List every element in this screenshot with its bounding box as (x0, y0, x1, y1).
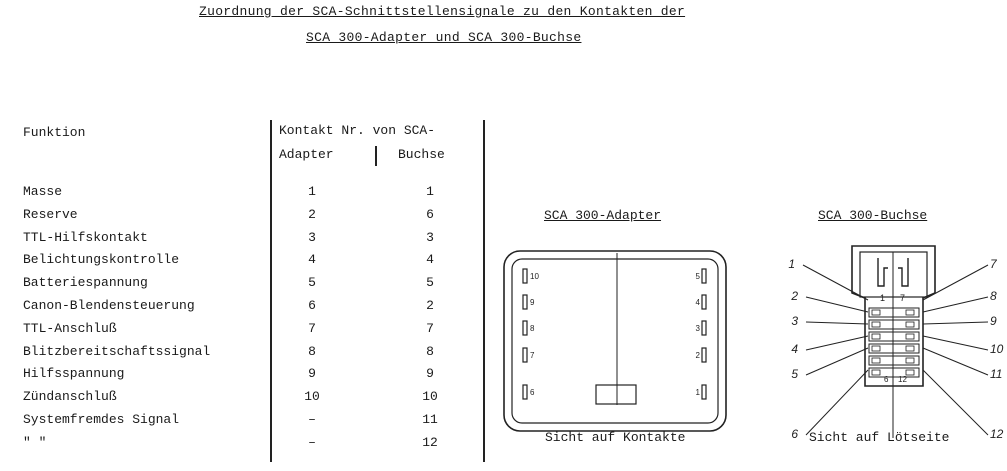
adapter-heading: SCA 300-Adapter (544, 208, 662, 223)
buchse-leader-line (806, 370, 868, 435)
buchse-slot (869, 320, 919, 329)
row-buchse-contact: 9 (426, 366, 434, 382)
row-adapter-contact: 2 (308, 206, 316, 222)
column-header-function: Funktion (23, 125, 86, 140)
adapter-pin (523, 348, 527, 362)
buchse-contact (872, 358, 880, 363)
row-adapter-contact: – (308, 412, 316, 427)
row-buchse-contact: 7 (426, 320, 434, 336)
buchse-pin-label: 1 (788, 257, 795, 271)
buchse-leader-line (923, 370, 988, 435)
buchse-slot (869, 356, 919, 365)
buchse-slot (869, 344, 919, 353)
buchse-contact (906, 322, 914, 327)
buchse-contact (872, 310, 880, 315)
row-function: Hilfsspannung (23, 366, 125, 382)
document-title-line1: Zuordnung der SCA-Schnittstellensignale zu den Kontakten der (199, 4, 686, 19)
row-adapter-contact: 6 (308, 298, 316, 313)
buchse-leader-line (923, 265, 988, 300)
buchse-pin-label: 7 (990, 257, 997, 271)
buchse-contact (872, 322, 880, 327)
adapter-pin (523, 321, 527, 335)
buchse-contact (872, 370, 880, 375)
buchse-contact (906, 346, 914, 351)
buchse-leader-line (806, 348, 868, 375)
adapter-pin (702, 295, 706, 309)
adapter-pin (523, 269, 527, 283)
buchse-contact (906, 370, 914, 375)
row-buchse-contact: 8 (426, 343, 434, 359)
row-function: Canon-Blendensteuerung (23, 298, 195, 313)
document-title-line2: SCA 300-Adapter und SCA 300-Buchse (306, 30, 582, 45)
buchse-contact (906, 334, 914, 339)
row-function: Blitzbereitschaftssignal (23, 343, 211, 359)
adapter-pin (702, 385, 706, 399)
buchse-pin-label: 8 (990, 289, 997, 303)
row-adapter-contact: 3 (308, 229, 316, 245)
table-divider-left (270, 120, 272, 462)
adapter-pin (702, 269, 706, 283)
adapter-pin-label: 9 (530, 298, 535, 307)
adapter-pin-label: 3 (695, 324, 700, 333)
row-function: TTL-Anschluß (23, 320, 117, 336)
adapter-pin-label: 6 (530, 388, 535, 397)
column-header-adapter: Adapter (279, 147, 334, 162)
row-buchse-contact: 4 (426, 252, 434, 268)
buchse-pin-label: 10 (990, 342, 1004, 356)
adapter-caption: Sicht auf Kontakte (545, 430, 686, 445)
adapter-pin-label: 10 (530, 272, 539, 281)
buchse-leader-line (806, 336, 868, 350)
row-buchse-contact: 10 (422, 389, 438, 405)
buchse-leader-line (923, 297, 988, 312)
row-adapter-contact: 9 (308, 366, 316, 382)
buchse-pin-label: 5 (791, 367, 798, 381)
adapter-pin-label: 5 (695, 272, 700, 281)
buchse-inner-label: 7 (900, 293, 906, 303)
buchse-contact (872, 346, 880, 351)
row-adapter-contact: 7 (308, 320, 316, 336)
row-adapter-contact: 5 (308, 275, 316, 291)
buchse-drawing (780, 238, 1005, 453)
row-buchse-contact: 2 (426, 298, 434, 313)
buchse-slot (869, 332, 919, 341)
row-function: Zündanschluß (23, 389, 117, 405)
row-function: Systemfremdes Signal (23, 412, 180, 427)
row-buchse-contact: 11 (422, 412, 438, 427)
buchse-slot (869, 368, 919, 377)
column-header-buchse: Buchse (398, 147, 445, 162)
row-adapter-contact: 4 (308, 252, 316, 268)
adapter-pin (702, 348, 706, 362)
buchse-pin-label: 2 (791, 289, 798, 303)
buchse-pin-label: 11 (990, 367, 1003, 381)
buchse-leader-line (803, 265, 868, 300)
buchse-pin-label: 12 (990, 427, 1004, 441)
buchse-leader-line (806, 297, 868, 312)
row-buchse-contact: 5 (426, 275, 434, 291)
buchse-contact (872, 334, 880, 339)
buchse-leader-line (806, 322, 868, 324)
adapter-pin-label: 8 (530, 324, 535, 333)
buchse-inner-label: 12 (898, 375, 907, 384)
row-buchse-contact: 6 (426, 206, 434, 222)
buchse-heading: SCA 300-Buchse (818, 208, 928, 223)
row-function: Batteriespannung (23, 275, 148, 291)
adapter-pin (702, 321, 706, 335)
row-function: Masse (23, 184, 63, 199)
row-buchse-contact: 1 (426, 184, 434, 199)
buchse-inner-label: 1 (880, 293, 886, 303)
buchse-leader-line (923, 348, 988, 375)
row-adapter-contact: – (308, 434, 316, 450)
buchse-pin-label: 3 (791, 314, 798, 328)
buchse-contact (906, 310, 914, 315)
table-divider-sub (375, 146, 377, 166)
adapter-pin-label: 1 (695, 388, 700, 397)
row-function: " " (23, 434, 47, 450)
buchse-pin-label: 9 (990, 314, 997, 328)
row-function: Reserve (23, 206, 78, 222)
buchse-leader-line (923, 322, 988, 324)
row-adapter-contact: 8 (308, 343, 316, 359)
buchse-slot (869, 308, 919, 317)
buchse-inner-label: 6 (884, 375, 889, 384)
table-divider-right (483, 120, 485, 462)
buchse-pin-label: 6 (791, 427, 798, 441)
buchse-contact (906, 358, 914, 363)
adapter-pin-label: 2 (695, 351, 700, 360)
adapter-pin-label: 7 (530, 351, 535, 360)
adapter-pin (523, 295, 527, 309)
adapter-pin-label: 4 (695, 298, 700, 307)
row-function: TTL-Hilfskontakt (23, 229, 148, 245)
buchse-pin-label: 4 (791, 342, 798, 356)
buchse-caption: Sicht auf Lötseite (809, 430, 950, 445)
buchse-leader-line (923, 336, 988, 350)
row-adapter-contact: 10 (304, 389, 320, 405)
column-header-contact: Kontakt Nr. von SCA- (279, 123, 436, 138)
adapter-pin (523, 385, 527, 399)
row-buchse-contact: 3 (426, 229, 434, 245)
row-function: Belichtungskontrolle (23, 252, 180, 268)
row-adapter-contact: 1 (308, 184, 316, 199)
adapter-drawing (500, 245, 735, 440)
row-buchse-contact: 12 (422, 434, 438, 450)
